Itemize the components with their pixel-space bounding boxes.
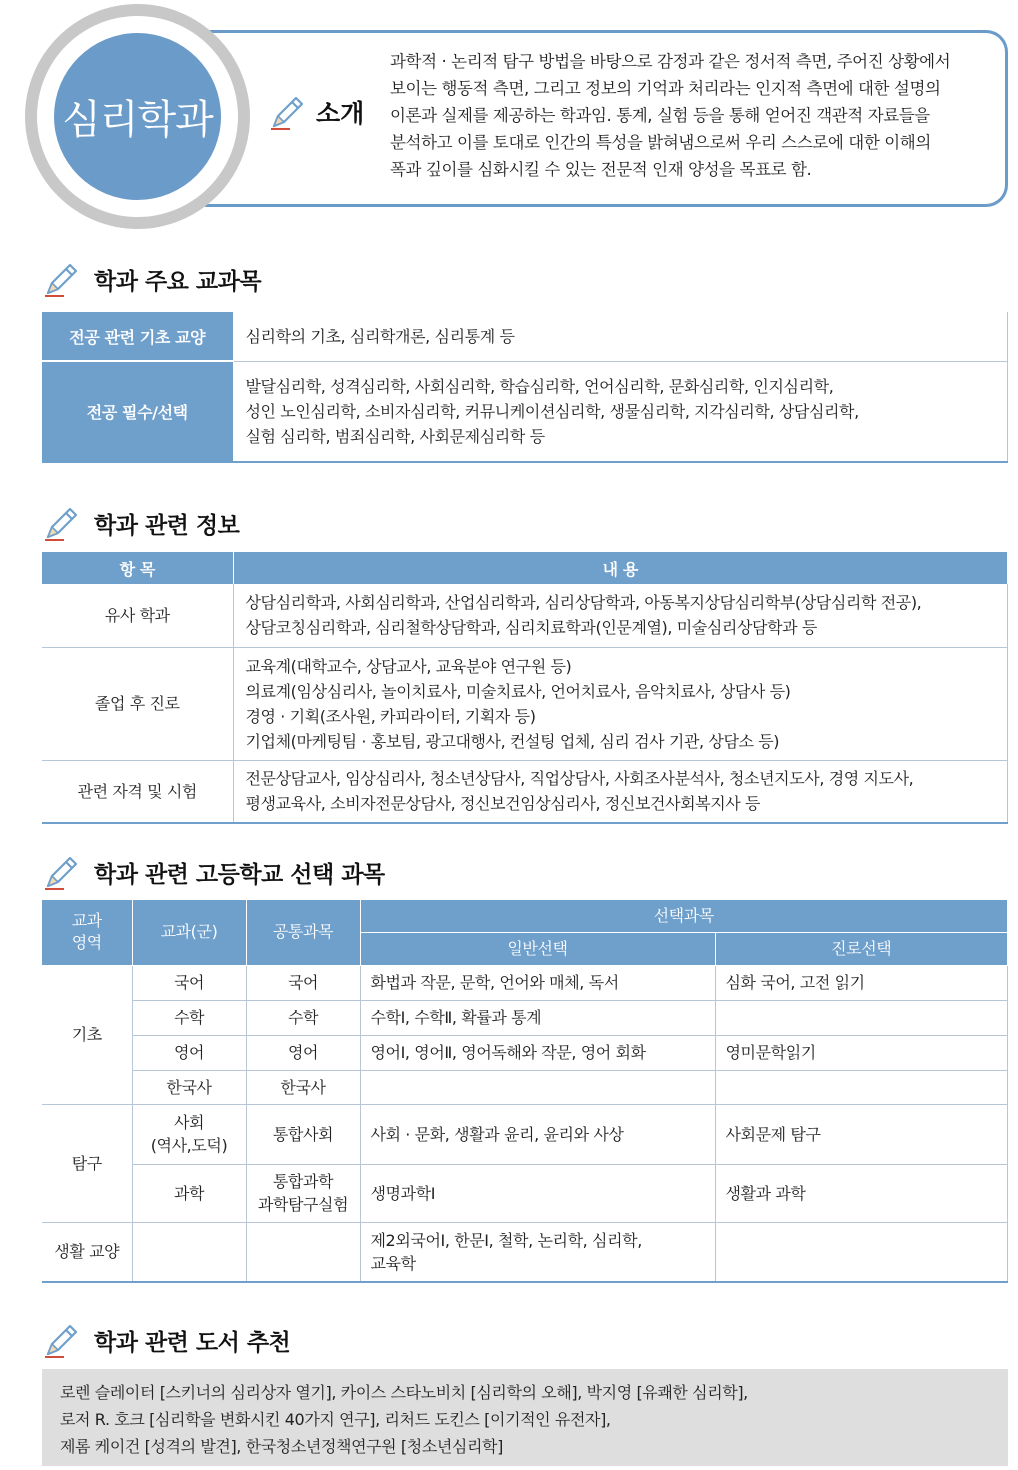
subject-cell [132, 1222, 246, 1282]
career-cell [715, 1070, 1008, 1104]
common-cell: 국어 [246, 965, 360, 1000]
table-header-row [42, 900, 1008, 932]
general-cell: 영어Ⅰ, 영어Ⅱ, 영어독해와 작문, 영어 회화 [360, 1035, 715, 1070]
info-content: 전문상담교사, 임상심리사, 청소년상담사, 직업상담사, 사회조사분석사, 청소년지도사, 경영 지도사, 평생교육사, 소비자전문상담사, 정신보건임상심리사, 정신보건사회복지사 등 [233, 760, 1008, 823]
intro-line: 폭과 깊이를 심화시킬 수 있는 전문적 인재 양성을 목표로 함. [390, 160, 812, 179]
info-item: 졸업 후 진로 [42, 647, 233, 760]
intro-line: 분석하고 이를 토대로 인간의 특성을 밝혀냄으로써 우리 스스로에 대한 이해의 [390, 133, 931, 152]
common-cell [246, 1222, 360, 1282]
col-header-elective: 선택과목 [360, 900, 1008, 932]
general-cell [360, 1070, 715, 1104]
career-cell: 생활과 과학 [715, 1164, 1008, 1222]
section-title-subjects: 학과 주요 교과목 [42, 259, 261, 299]
row-value: 발달심리학, 성격심리학, 사회심리학, 학습심리학, 언어심리학, 문화심리학, 인지심리학, 성인 노인심리학, 소비자심리학, 커뮤니케이션심리학, 생물심리학, 지각심리학, 상담심리학, 실험 심리학, 범죄심리학, 사회문제심리학 등 [233, 361, 1008, 462]
col-header-item: 항 목 [42, 552, 233, 584]
info-content: 교육계(대학교수, 상담교사, 교육분야 연구원 등) 의료계(임상심리사, 놀이치료사, 미술치료사, 언어치료사, 음악치료사, 상담사 등) 경영 · 기획(조사원, 카피라이터, 기획자 등) 기업체(마케팅팀 · 홍보팀, 광고대행사, 컨설팅 업체, 심리 검사 기관, 상담소 등) [233, 647, 1008, 760]
header [0, 0, 1018, 235]
dept-badge [54, 33, 221, 200]
subject-cell: 한국사 [132, 1070, 246, 1104]
intro-line: 보이는 행동적 측면, 그리고 정보의 기억과 처리라는 인지적 측면에 대한 설명의 [390, 79, 941, 98]
area-cell: 생활 교양 [42, 1222, 132, 1282]
row-header: 전공 관련 기초 교양 [42, 312, 233, 361]
section-title-info: 학과 관련 정보 [42, 503, 239, 543]
table-header-row [42, 552, 1008, 584]
intro-title: 소개 [316, 99, 365, 128]
pencil-icon [268, 92, 308, 132]
table-row [42, 361, 1008, 462]
book-line: 제롬 케이건 [성격의 발견], 한국청소년정책연구원 [청소년심리학] [60, 1437, 503, 1456]
col-header-subject: 교과(군) [132, 900, 246, 965]
table-row [42, 1070, 1008, 1104]
career-cell: 사회문제 탐구 [715, 1104, 1008, 1164]
row-header: 전공 필수/선택 [42, 361, 233, 462]
intro-text [390, 48, 990, 183]
table-row [42, 760, 1008, 823]
general-cell: 화법과 작문, 문학, 언어와 매체, 독서 [360, 965, 715, 1000]
info-item: 관련 자격 및 시험 [42, 760, 233, 823]
section-title-books: 학과 관련 도서 추천 [42, 1320, 290, 1360]
common-cell: 영어 [246, 1035, 360, 1070]
table-row [42, 1104, 1008, 1164]
col-header-career: 진로선택 [715, 932, 1008, 965]
col-header-general: 일반선택 [360, 932, 715, 965]
area-cell: 기초 [42, 965, 132, 1104]
dept-name: 심리학과 [62, 97, 213, 143]
col-header-common: 공통과목 [246, 900, 360, 965]
table-row [42, 1035, 1008, 1070]
pencil-icon [42, 259, 82, 299]
general-cell: 사회 · 문화, 생활과 윤리, 윤리와 사상 [360, 1104, 715, 1164]
book-line: 로저 R. 호크 [심리학을 변화시킨 40가지 연구], 리처드 도킨스 [이기적인 유전자], [60, 1410, 611, 1429]
intro-label [268, 92, 364, 132]
common-cell: 통합사회 [246, 1104, 360, 1164]
pencil-icon [42, 852, 82, 892]
row-value: 심리학의 기초, 심리학개론, 심리통계 등 [233, 312, 1008, 361]
general-cell: 제2외국어Ⅰ, 한문Ⅰ, 철학, 논리학, 심리학, 교육학 [360, 1222, 715, 1282]
career-cell [715, 1000, 1008, 1035]
table-row [42, 1000, 1008, 1035]
table-row [42, 1222, 1008, 1282]
intro-line: 과학적 · 논리적 탐구 방법을 바탕으로 감정과 같은 정서적 측면, 주어진 상황에서 [390, 52, 951, 71]
section-title-highschool: 학과 관련 고등학교 선택 과목 [42, 852, 385, 892]
subject-cell: 수학 [132, 1000, 246, 1035]
info-item: 유사 학과 [42, 584, 233, 647]
pencil-icon [42, 1320, 82, 1360]
common-cell: 통합과학 과학탐구실험 [246, 1164, 360, 1222]
subject-cell: 국어 [132, 965, 246, 1000]
career-cell [715, 1222, 1008, 1282]
table-row [42, 647, 1008, 760]
info-table [42, 552, 1008, 824]
highschool-table [42, 900, 1008, 1283]
table-row [42, 1164, 1008, 1222]
col-header-content: 내 용 [233, 552, 1008, 584]
common-cell: 수학 [246, 1000, 360, 1035]
general-cell: 생명과학Ⅰ [360, 1164, 715, 1222]
col-header-area: 교과 영역 [42, 900, 132, 965]
pencil-icon [42, 503, 82, 543]
books-box [42, 1369, 1008, 1466]
table-row [42, 584, 1008, 647]
area-cell: 탐구 [42, 1104, 132, 1222]
table-row [42, 312, 1008, 361]
general-cell: 수학Ⅰ, 수학Ⅱ, 확률과 통계 [360, 1000, 715, 1035]
book-line: 로렌 슬레이터 [스키너의 심리상자 열기], 카이스 스타노비치 [심리학의 오해], 박지영 [유쾌한 심리학], [60, 1383, 748, 1402]
career-cell: 영미문학읽기 [715, 1035, 1008, 1070]
career-cell: 심화 국어, 고전 읽기 [715, 965, 1008, 1000]
subject-cell: 과학 [132, 1164, 246, 1222]
intro-line: 이론과 실제를 제공하는 학과임. 통계, 실험 등을 통해 얻어진 객관적 자료들을 [390, 106, 930, 125]
common-cell: 한국사 [246, 1070, 360, 1104]
table-row [42, 965, 1008, 1000]
subject-cell: 영어 [132, 1035, 246, 1070]
subjects-table [42, 312, 1008, 463]
info-content: 상담심리학과, 사회심리학과, 산업심리학과, 심리상담학과, 아동복지상담심리학부(상담심리학 전공), 상담코칭심리학과, 심리철학상담학과, 심리치료학과(인문계열), 미술심리상담학과 등 [233, 584, 1008, 647]
subject-cell: 사회 (역사,도덕) [132, 1104, 246, 1164]
